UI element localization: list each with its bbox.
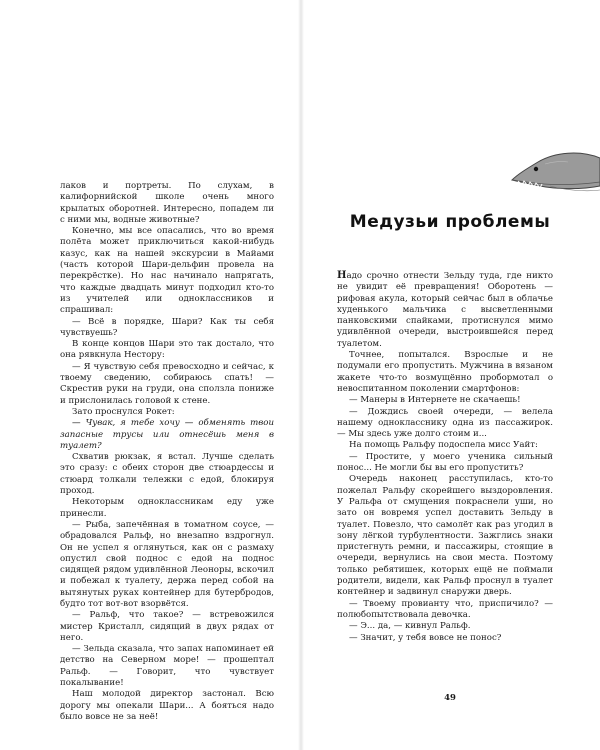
right-page [300, 0, 600, 750]
drop-cap: Н [337, 270, 347, 281]
paragraph: — Всё в порядке, Шари? Как ты себя чувствуешь? [60, 316, 274, 338]
paragraph: — Чувак, я тебе хочу — обменять твои запасные трусы или отнесёшь меня в туалет? [60, 418, 274, 451]
paragraph: В конце концов Шари это так достало, что она рявкнула Нестору: [60, 339, 274, 361]
chapter-title: Медузьи проблемы [349, 212, 551, 232]
paragraph: — Манеры в Интернете не скачаешь! [349, 395, 521, 406]
paragraph: Наш молодой директор застонал. Всю дорогу мы опекали Шари... А бояться надо было вовсе не за неё! [60, 689, 274, 722]
paragraph: — Дождись своей очереди, — велела нашему однокласснику одна из пассажирок. — Мы здесь уже долго стоим и... [337, 406, 553, 440]
paragraph: — Зельда сказала, что запах напоминает ей детство на Северном море! — прошептал Ральф. — Говорит, что чувствует покалывание! [60, 644, 274, 689]
paragraph: Схватив рюкзак, я встал. Лучше сделать это сразу: с обеих сторон две стюардессы и стюард толкали тележки с едой, блокируя проход. [60, 452, 274, 497]
paragraph: — Рыба, запечённая в томатном соусе, — обрадовался Ральф, но внезапно вздрогнул. Он не успел я оглянуться, как он с размаху опустил свой поднос с едой на поднос сидящей рядом удивлённой Леоноры, вскочил и побежал к туалету, держа перед собой на вытянутых руках контейнер для бутербродов, будто тот вот-вот взорвётся. [60, 519, 274, 609]
right-page-text [337, 270, 553, 644]
paragraph: — Простите, у моего ученика сильный понос... Не могли бы вы его пропустить? [337, 451, 553, 474]
paragraph: На помощь Ральфу подоспела мисс Уайт: [349, 440, 538, 451]
paragraph: — Я чувствую себя превосходно и сейчас, к твоему сведению, собираюсь спать! — Скрестив руки на груди, она сползла пониже и прислонилась головой к стене. [60, 361, 274, 406]
paragraph: — Твоему провианту что, приспичило? — полюбопытствовала девочка. [337, 598, 553, 620]
shark-illustration [510, 140, 600, 210]
paragraph: — Ральф, что такое? — встревожился мистер Кристалл, сидящий в двух рядах от него. [60, 610, 274, 643]
first-paragraph-text: адо срочно отнести Зельду туда, где никто не увидит её превращения! Оборотень — рифовая акула, который сейчас был в облачье худенького мальчика с высветленными панковскими спайками, протиснулся мимо удивлённой очереди, выстроившейся перед туалетом. [337, 271, 553, 349]
paragraph: Некоторым одноклассникам еду уже принесли. [60, 497, 274, 519]
paragraph: Точнее, попытался. Взрослые и не подумали его пропустить. Мужчина в вязаном жакете что-то возмущённо пробормотал о невоспитанном поколении смартфонов: [337, 350, 553, 394]
paragraph: лаков и портреты. По слухам, в калифорнийской школе очень много крылатых оборотней. Интересно, попадем ли с ними мы, водные животные? [60, 181, 274, 225]
page-number: 49 [444, 693, 456, 703]
paragraph: — Значит, у тебя вовсе не понос? [349, 632, 502, 643]
left-page-text [60, 181, 274, 723]
paragraph: Очередь наконец расступилась, кто-то пожелал Ральфу скорейшего выздоровления. У Ральфа от смущения покраснели уши, но зато он вовремя успел доставить Зельду в туалет. Повезло, что самолёт как раз угодил в зону лёгкой турбулентности. Зажглись знаки пристегнуть ремни, и пассажиры, стоящие в очереди, вернулись на свои места. Поэтому только ребятишек, которых ещё не поймали родители, видели, как Ральф проснул в туалет контейнер и задвинул снаружи дверь. [337, 474, 553, 598]
paragraph: Конечно, мы все опасались, что во время полёта может приключиться какой-нибудь казус, как на нашей экскурсии в Майами (часть которой Шари-дельфин провела на перекрёстке). Но нас начинало напрягать, что каждые двадцать минут подходил кто-то из учителей или одноклассников и спрашивал: [60, 226, 274, 316]
paragraph: — Э... да, — кивнул Ральф. [349, 621, 471, 632]
paragraph: Зато проснулся Рокет: [72, 406, 175, 417]
first-paragraph [337, 270, 553, 350]
